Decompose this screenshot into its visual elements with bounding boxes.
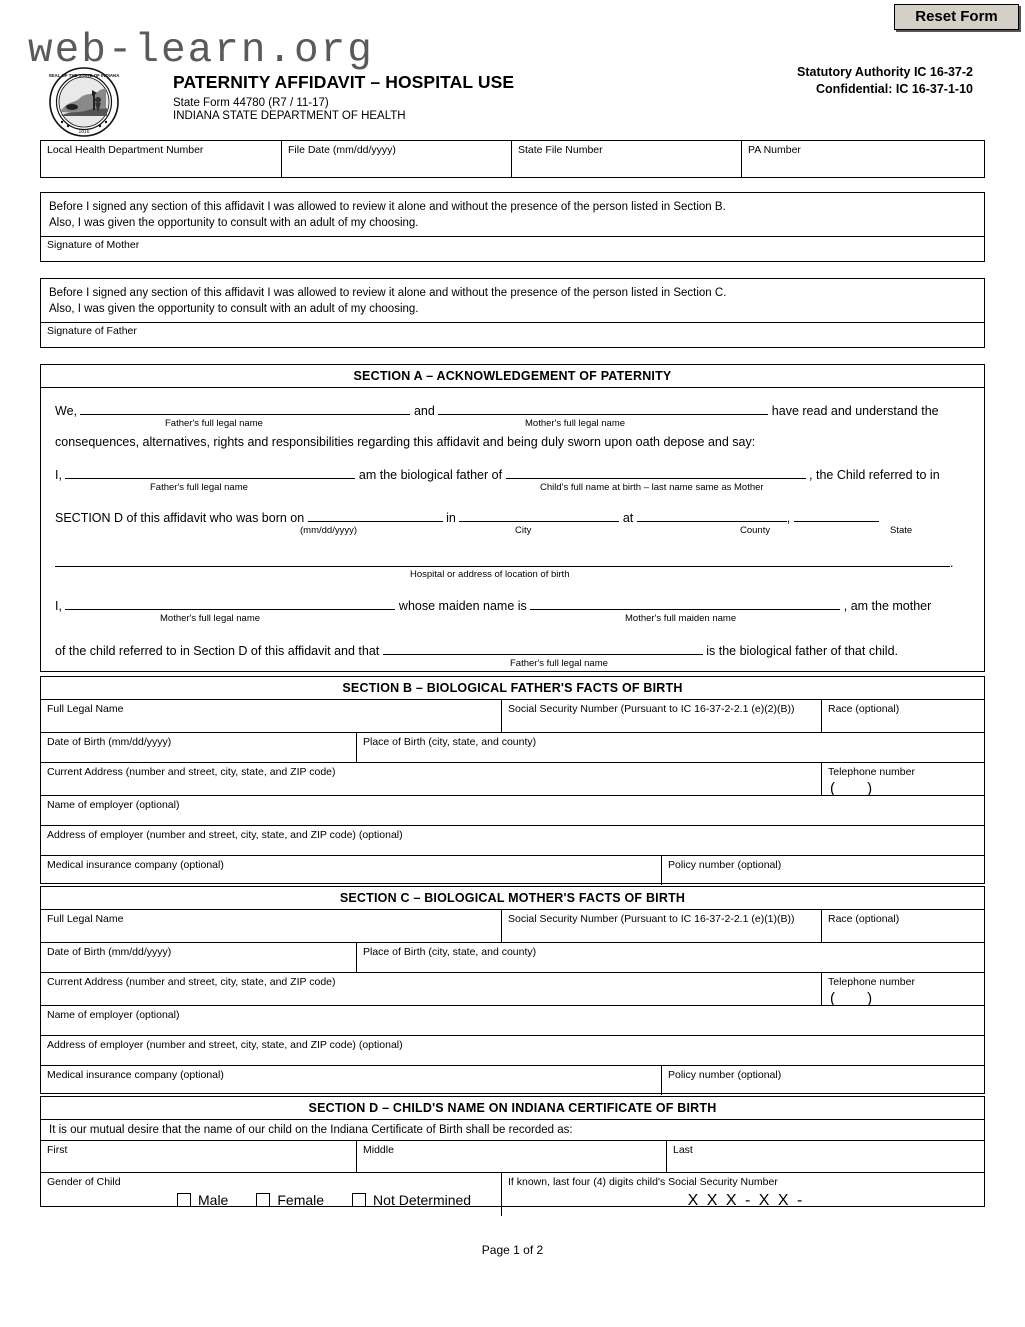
- input-father-name-1[interactable]: [80, 400, 410, 415]
- title-block: [173, 72, 514, 122]
- field-father-place-of-birth[interactable]: Place of Birth (city, state, and county): [356, 733, 984, 762]
- input-birth-date[interactable]: [308, 507, 443, 522]
- field-file-date[interactable]: File Date (mm/dd/yyyy): [281, 141, 511, 177]
- father-statement-line-2: Also, I was given the opportunity to consult with an adult of my choosing.: [49, 303, 419, 316]
- sublabel-childs-full-name: Child's full name at birth – last name same as Mother: [540, 481, 764, 493]
- section-a: [40, 364, 985, 672]
- field-child-middle-name[interactable]: Middle: [356, 1141, 666, 1172]
- statutory-authority: [797, 64, 973, 98]
- svg-text:1816: 1816: [78, 129, 90, 135]
- gender-option-female[interactable]: Female: [256, 1192, 324, 1208]
- father-statement: [41, 279, 984, 322]
- section-b-heading: SECTION B – BIOLOGICAL FATHER'S FACTS OF BIRTH: [41, 677, 984, 700]
- checkbox-not-determined-icon[interactable]: [352, 1193, 366, 1207]
- field-mother-full-legal-name[interactable]: Full Legal Name: [47, 913, 124, 925]
- state-form-number: State Form 44780 (R7 / 11-17): [173, 97, 329, 109]
- input-mother-name-1[interactable]: [438, 400, 768, 415]
- input-mother-maiden-name[interactable]: [530, 595, 840, 610]
- gender-options: [47, 1192, 501, 1208]
- child-ssn-label: If known, last four (4) digits child's Social Security Number: [508, 1176, 778, 1188]
- section-a-consequences: consequences, alternatives, rights and responsibilities regarding this affidavit and being duly sworn upon oath depose and say:: [55, 434, 756, 449]
- label-whose-maiden: whose maiden name is: [398, 599, 527, 614]
- input-birth-state[interactable]: [794, 507, 879, 522]
- section-d-statement: It is our mutual desire that the name of our child on the Indiana Certificate of Birth shall be recorded as:: [41, 1120, 984, 1141]
- field-mother-race[interactable]: Race (optional): [821, 910, 984, 942]
- input-birth-city[interactable]: [459, 507, 619, 522]
- agency-name: INDIANA STATE DEPARTMENT OF HEALTH: [173, 110, 406, 122]
- field-mother-place-of-birth[interactable]: Place of Birth (city, state, and county): [356, 943, 984, 972]
- field-child-last-name[interactable]: Last: [666, 1141, 984, 1172]
- sublabel-fathers-full-legal-name-1: Father's full legal name: [165, 417, 263, 429]
- mother-signature-label: Signature of Mother: [47, 238, 140, 251]
- field-father-date-of-birth[interactable]: Date of Birth (mm/dd/yyyy): [47, 736, 172, 748]
- label-i-mother: I,: [55, 599, 62, 614]
- sublabel-mothers-full-legal-name-2: Mother's full legal name: [160, 613, 261, 625]
- field-father-policy-number[interactable]: Policy number (optional): [661, 856, 984, 885]
- input-father-name-2[interactable]: [65, 464, 355, 479]
- section-c-heading: SECTION C – BIOLOGICAL MOTHER'S FACTS OF BIRTH: [41, 887, 984, 910]
- father-statement-line-1: Before I signed any section of this affidavit I was allowed to review it alone and without the presence of the person listed in Section C.: [49, 287, 727, 299]
- label-and: and: [413, 404, 435, 418]
- section-d: [40, 1096, 985, 1207]
- label-am-bio-father: am the biological father of: [358, 467, 503, 482]
- sublabel-state: State: [890, 524, 913, 536]
- reset-form-button[interactable]: Reset Form: [894, 4, 1019, 30]
- sublabel-mmddyyyy: (mm/dd/yyyy): [300, 524, 357, 536]
- label-period: .: [950, 555, 954, 570]
- label-of-the-child: of the child referred to in Section D of this affidavit and that: [55, 644, 380, 659]
- authority-line-2: Confidential: IC 16-37-1-10: [816, 81, 973, 96]
- label-the-child-referred: , the Child referred to in: [809, 467, 940, 482]
- section-a-sublabels-2: [55, 482, 970, 495]
- field-father-full-legal-name[interactable]: Full Legal Name: [47, 703, 124, 715]
- input-birth-county[interactable]: [637, 507, 787, 522]
- identification-table: [40, 140, 985, 178]
- input-hospital-address[interactable]: [55, 552, 950, 567]
- checkbox-female-icon[interactable]: [256, 1193, 270, 1207]
- father-signature-block: [40, 278, 985, 348]
- section-a-sublabels-1: [55, 418, 970, 431]
- gender-option-male[interactable]: Male: [177, 1192, 228, 1208]
- gender-of-child-group: [41, 1173, 501, 1216]
- checkbox-male-icon[interactable]: [177, 1193, 191, 1207]
- gender-option-not-determined[interactable]: Not Determined: [352, 1192, 471, 1208]
- indiana-state-seal-icon: [48, 66, 120, 138]
- field-father-telephone[interactable]: Telephone number ( ): [821, 763, 984, 795]
- page-footer: Page 1 of 2: [481, 1243, 544, 1257]
- field-father-ssn[interactable]: Social Security Number (Pursuant to IC 16-37-2-2.1 (e)(2)(B)): [501, 700, 821, 732]
- father-phone-parens: ( ): [830, 780, 887, 797]
- mother-signature-block: [40, 192, 985, 262]
- field-mother-ssn[interactable]: Social Security Number (Pursuant to IC 16-37-2-2.1 (e)(1)(B)): [501, 910, 821, 942]
- field-child-ssn-last-four[interactable]: [501, 1173, 984, 1216]
- svg-text:SEAL OF THE STATE OF INDIANA: SEAL OF THE STATE OF INDIANA: [48, 73, 120, 78]
- field-father-employer-name[interactable]: Name of employer (optional): [47, 799, 180, 811]
- section-d-heading: SECTION D – CHILD'S NAME ON INDIANA CERTIFICATE OF BIRTH: [41, 1097, 984, 1120]
- label-i-father: I,: [55, 467, 62, 482]
- label-comma-1: ,: [786, 510, 791, 525]
- mother-statement: [41, 193, 984, 236]
- field-child-first-name[interactable]: First: [47, 1144, 68, 1156]
- field-mother-telephone[interactable]: Telephone number ( ): [821, 973, 984, 1005]
- section-a-body: [41, 388, 984, 695]
- label-have-read: have read and understand the: [771, 404, 939, 418]
- input-mother-name-2[interactable]: [65, 595, 395, 610]
- sublabel-fathers-full-legal-name-2: Father's full legal name: [150, 481, 248, 493]
- sublabel-county: County: [740, 524, 771, 536]
- label-at: at: [622, 510, 634, 525]
- sublabel-fathers-full-legal-name-3: Father's full legal name: [510, 658, 608, 670]
- label-is-bio-father: is the biological father of that child.: [706, 644, 899, 659]
- field-mother-medical-insurance[interactable]: Medical insurance company (optional): [47, 1069, 224, 1081]
- field-father-race[interactable]: Race (optional): [821, 700, 984, 732]
- sublabel-city: City: [515, 524, 532, 536]
- field-father-medical-insurance[interactable]: Medical insurance company (optional): [47, 859, 224, 871]
- field-mother-employer-address[interactable]: Address of employer (number and street, city, state, and ZIP code) (optional): [47, 1039, 403, 1051]
- father-signature-field[interactable]: [41, 322, 984, 363]
- field-mother-current-address[interactable]: Current Address (number and street, city, state, and ZIP code): [47, 976, 336, 988]
- mother-signature-field[interactable]: [41, 236, 984, 277]
- label-in: in: [446, 510, 456, 525]
- section-a-sublabels-4: [55, 569, 970, 582]
- field-local-health-department-number[interactable]: Local Health Department Number: [47, 144, 204, 156]
- sublabel-mothers-full-legal-name-1: Mother's full legal name: [525, 417, 626, 429]
- father-signature-label: Signature of Father: [47, 324, 137, 337]
- gender-of-child-label: Gender of Child: [47, 1176, 121, 1188]
- page-title: PATERNITY AFFIDAVIT – HOSPITAL USE: [173, 72, 515, 92]
- section-a-sublabels-3: [55, 525, 970, 538]
- authority-line-1: Statutory Authority IC 16-37-2: [797, 65, 973, 79]
- child-ssn-mask: X X X - X X -: [687, 1192, 805, 1209]
- section-a-sublabels-5: [55, 613, 970, 626]
- mother-phone-parens: ( ): [830, 990, 887, 1007]
- section-a-sublabels-6: [55, 658, 970, 671]
- section-b: [40, 676, 985, 884]
- field-mother-date-of-birth[interactable]: Date of Birth (mm/dd/yyyy): [47, 946, 172, 958]
- input-child-name[interactable]: [506, 464, 806, 479]
- section-a-heading: SECTION A – ACKNOWLEDGEMENT OF PATERNITY: [41, 365, 984, 388]
- field-state-file-number[interactable]: State File Number: [511, 141, 741, 177]
- sublabel-hospital: Hospital or address of location of birth: [410, 569, 570, 581]
- mother-statement-line-2: Also, I was given the opportunity to consult with an adult of my choosing.: [49, 217, 419, 230]
- sublabel-mothers-full-maiden-name: Mother's full maiden name: [625, 613, 737, 625]
- input-father-name-3[interactable]: [383, 640, 703, 655]
- field-father-employer-address[interactable]: Address of employer (number and street, city, state, and ZIP code) (optional): [47, 829, 403, 841]
- label-we: We,: [55, 404, 77, 418]
- watermark-text: web-learn.org: [28, 28, 374, 74]
- field-father-current-address[interactable]: Current Address (number and street, city, state, and ZIP code): [47, 766, 336, 778]
- section-c: [40, 886, 985, 1094]
- label-section-d-born: SECTION D of this affidavit who was born on: [55, 510, 305, 525]
- field-mother-employer-name[interactable]: Name of employer (optional): [47, 1009, 180, 1021]
- form-header: [40, 58, 985, 135]
- mother-statement-line-1: Before I signed any section of this affidavit I was allowed to review it alone and without the presence of the person listed in Section B.: [49, 201, 726, 213]
- field-mother-policy-number[interactable]: Policy number (optional): [661, 1066, 984, 1095]
- field-pa-number[interactable]: PA Number: [741, 141, 984, 177]
- label-am-the-mother: , am the mother: [843, 599, 932, 614]
